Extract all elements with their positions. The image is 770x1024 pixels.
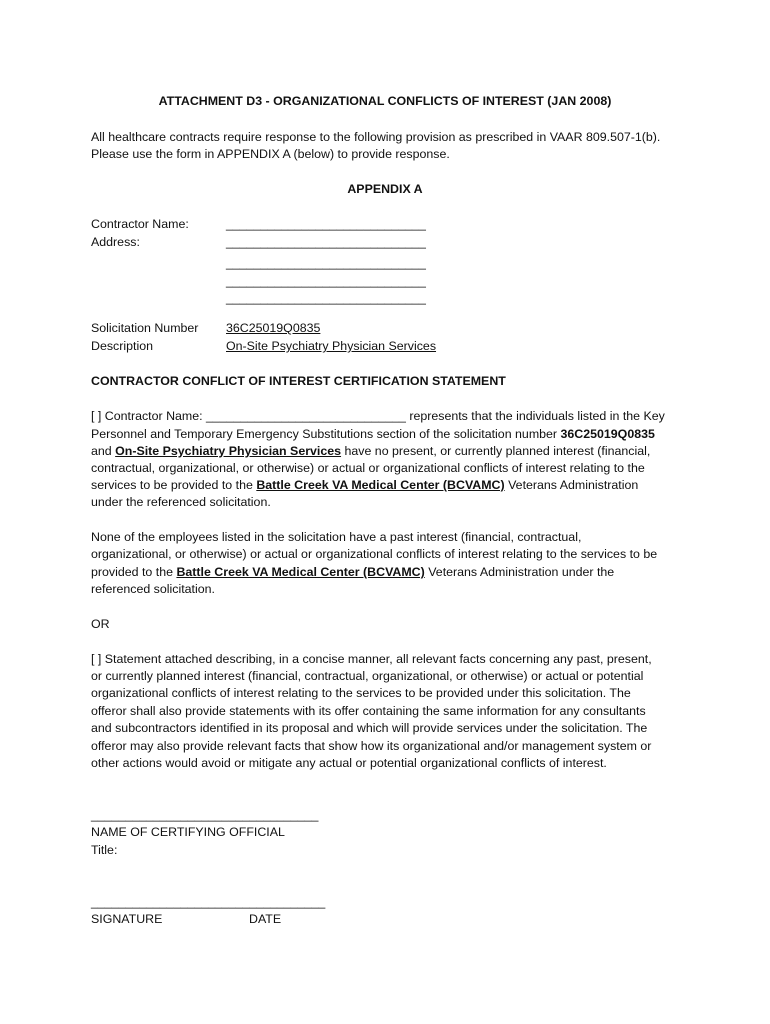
option1-line-1: [ ] Contractor Name: _____________________________ represents that the individuals listed in the Key: [91, 409, 665, 423]
option2-line-3: organizational conflicts of interest relating to the services to be provided under this solicitation. The: [91, 686, 631, 700]
none-line-4: referenced solicitation.: [91, 582, 215, 596]
or-separator: OR: [91, 617, 110, 631]
intro-line-1: All healthcare contracts require response to the following provision as prescribed in VAAR 809.507-1(b).: [91, 130, 661, 144]
none-medical-center: Battle Creek VA Medical Center (BCVAMC): [176, 565, 425, 579]
option2-line-5: and subcontractors identified in its proposal and which will provide services under the solicitation. The: [91, 721, 648, 735]
description-label: Description: [91, 339, 153, 353]
document-title: ATTACHMENT D3 - ORGANIZATIONAL CONFLICTS OF INTEREST (JAN 2008): [158, 94, 612, 108]
option1-line-4: contractual, organizational, or otherwise) or actual or organizational conflicts of interest relating to the: [91, 461, 645, 475]
option2-line-7: other actions would avoid or mitigate any actual or potential organizational conflicts of interest.: [91, 756, 607, 770]
certification-heading: CONTRACTOR CONFLICT OF INTEREST CERTIFICATION STATEMENT: [91, 374, 506, 388]
option1-checkbox[interactable]: [ ]: [91, 409, 102, 423]
option1-line-6: under the referenced solicitation.: [91, 495, 271, 509]
address-line-4: _____________________________: [226, 291, 426, 305]
intro-line-2: Please use the form in APPENDIX A (below) to provide response.: [91, 147, 450, 161]
none-line-3: provided to the Battle Creek VA Medical Center (BCVAMC) Veterans Administration under the: [91, 565, 615, 579]
none-line-2: organizational, or otherwise) or actual or organizational conflicts of interest relating to the services to be: [91, 547, 658, 561]
description-value: On-Site Psychiatry Physician Services: [226, 339, 437, 353]
option1-contractor-blank: _____________________________: [206, 409, 406, 423]
address-label: Address:: [91, 235, 140, 249]
date-label: DATE: [249, 912, 282, 926]
certifying-official-label: NAME OF CERTIFYING OFFICIAL: [91, 825, 285, 839]
signature-label: SIGNATURE: [91, 912, 163, 926]
option1-medical-center: Battle Creek VA Medical Center (BCVAMC): [256, 478, 505, 492]
option1-line-5: services to be provided to the Battle Creek VA Medical Center (BCVAMC) Veterans Administration: [91, 478, 639, 492]
option2-line-6: offeror may also provide relevant facts that show how its organizational and/or management system or: [91, 739, 652, 753]
option1-line-2: Personnel and Temporary Emergency Substitutions section of the solicitation number 36C25019Q0835: [91, 427, 655, 441]
none-line-1: None of the employees listed in the solicitation have a past interest (financial, contractual,: [91, 530, 582, 544]
appendix-heading: APPENDIX A: [347, 182, 423, 196]
solicitation-number-value: 36C25019Q0835: [226, 321, 321, 335]
contractor-name-line: _____________________________: [226, 217, 426, 231]
address-line-1: _____________________________: [226, 235, 426, 249]
signature-line: __________________________________: [91, 895, 326, 909]
option2-line-2: or currently planned interest (financial, contractual, organizational, or otherwise) or actual or potential: [91, 669, 644, 683]
solicitation-number-label: Solicitation Number: [91, 321, 199, 335]
contractor-name-label: Contractor Name:: [91, 217, 189, 231]
option1-solicitation-number: 36C25019Q0835: [560, 427, 655, 441]
option2-line-1: [ ] Statement attached describing, in a concise manner, all relevant facts concerning any past, present,: [91, 652, 652, 666]
address-line-3: _____________________________: [226, 274, 426, 288]
address-line-2: _____________________________: [226, 256, 426, 270]
title-label: Title:: [91, 843, 118, 857]
official-name-line: _________________________________: [91, 808, 319, 822]
option2-line-4: offeror shall also provide statements with its offer containing the same information for any consultants: [91, 704, 646, 718]
option1-line-3: and On-Site Psychiatry Physician Services have no present, or currently planned interest (financial,: [91, 444, 651, 458]
option1-service-name: On-Site Psychiatry Physician Services: [115, 444, 342, 458]
